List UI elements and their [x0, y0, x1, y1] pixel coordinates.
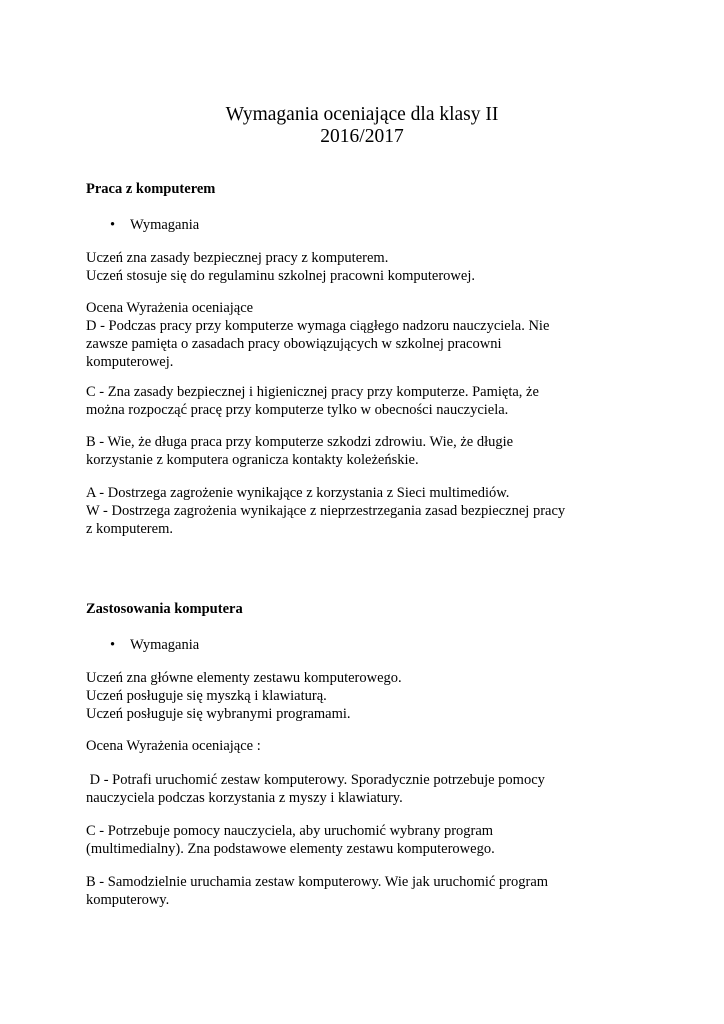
- grade-w-line: z komputerem.: [86, 521, 173, 537]
- grade-b-line: komputerowy.: [86, 892, 170, 908]
- requirement-line: Uczeń stosuje się do regulaminu szkolnej pracowni komputerowej.: [86, 268, 475, 284]
- grade-c-line: C - Potrzebuje pomocy nauczyciela, aby uruchomić wybrany program: [86, 823, 494, 839]
- grades-label: Ocena Wyrażenia oceniające :: [86, 738, 261, 754]
- grade-c-paragraph: [86, 822, 596, 858]
- document-title: Wymagania oceniające dla klasy II: [225, 104, 499, 125]
- grade-b-paragraph: [86, 873, 596, 909]
- grade-b-paragraph: [86, 433, 596, 469]
- grade-d-line: D - Potrafi uruchomić zestaw komputerowy. Sporadycznie potrzebuje pomocy: [86, 772, 545, 788]
- bullet-item: [110, 636, 199, 654]
- bullet-label: Wymagania: [130, 217, 200, 233]
- grade-w-line: W - Dostrzega zagrożenia wynikające z nieprzestrzegania zasad bezpiecznej pracy: [86, 503, 566, 519]
- section-heading-zastosowania: Zastosowania komputera: [86, 601, 243, 617]
- requirements-paragraph: [86, 669, 596, 723]
- requirement-line: Uczeń zna zasady bezpiecznej pracy z komputerem.: [86, 250, 389, 266]
- requirement-line: Uczeń posługuje się wybranymi programami.: [86, 706, 351, 722]
- grade-c-line: (multimedialny). Zna podstawowe elementy zestawu komputerowego.: [86, 841, 495, 857]
- section-heading-praca: Praca z komputerem: [86, 181, 216, 197]
- grade-c-line: można rozpocząć pracę przy komputerze tylko w obecności nauczyciela.: [86, 402, 509, 418]
- bullet-item: [110, 216, 199, 234]
- grade-d-line: D - Podczas pracy przy komputerze wymaga ciągłego nadzoru nauczyciela. Nie: [86, 318, 550, 334]
- requirement-line: Uczeń posługuje się myszką i klawiaturą.: [86, 688, 327, 704]
- document-school-year: 2016/2017: [320, 126, 404, 147]
- grades-paragraph: [86, 299, 596, 371]
- grade-b-line: korzystanie z komputera ogranicza kontakty koleżeńskie.: [86, 452, 419, 468]
- grade-a-w-paragraph: [86, 484, 596, 538]
- grade-d-line: nauczyciela podczas korzystania z myszy i klawiatury.: [86, 790, 403, 806]
- grade-d-line: zawsze pamięta o zasadach pracy obowiązujących w szkolnej pracowni: [86, 336, 502, 352]
- grades-label: Ocena Wyrażenia oceniające: [86, 300, 254, 316]
- grade-b-line: B - Wie, że długa praca przy komputerze szkodzi zdrowiu. Wie, że długie: [86, 434, 514, 450]
- requirements-paragraph: [86, 249, 596, 285]
- grade-c-paragraph: [86, 383, 596, 419]
- grade-d-paragraph: [86, 771, 596, 807]
- bullet-label: Wymagania: [130, 637, 200, 653]
- grades-label-paragraph: [86, 737, 596, 755]
- bullet-dot-icon: •: [110, 217, 116, 233]
- grade-d-line: komputerowej.: [86, 354, 174, 370]
- grade-c-line: C - Zna zasady bezpiecznej i higienicznej pracy przy komputerze. Pamięta, że: [86, 384, 539, 400]
- grade-a-line: A - Dostrzega zagrożenie wynikające z korzystania z Sieci multimediów.: [86, 485, 510, 501]
- grade-b-line: B - Samodzielnie uruchamia zestaw komputerowy. Wie jak uruchomić program: [86, 874, 549, 890]
- requirement-line: Uczeń zna główne elementy zestawu komputerowego.: [86, 670, 402, 686]
- bullet-dot-icon: •: [110, 637, 116, 653]
